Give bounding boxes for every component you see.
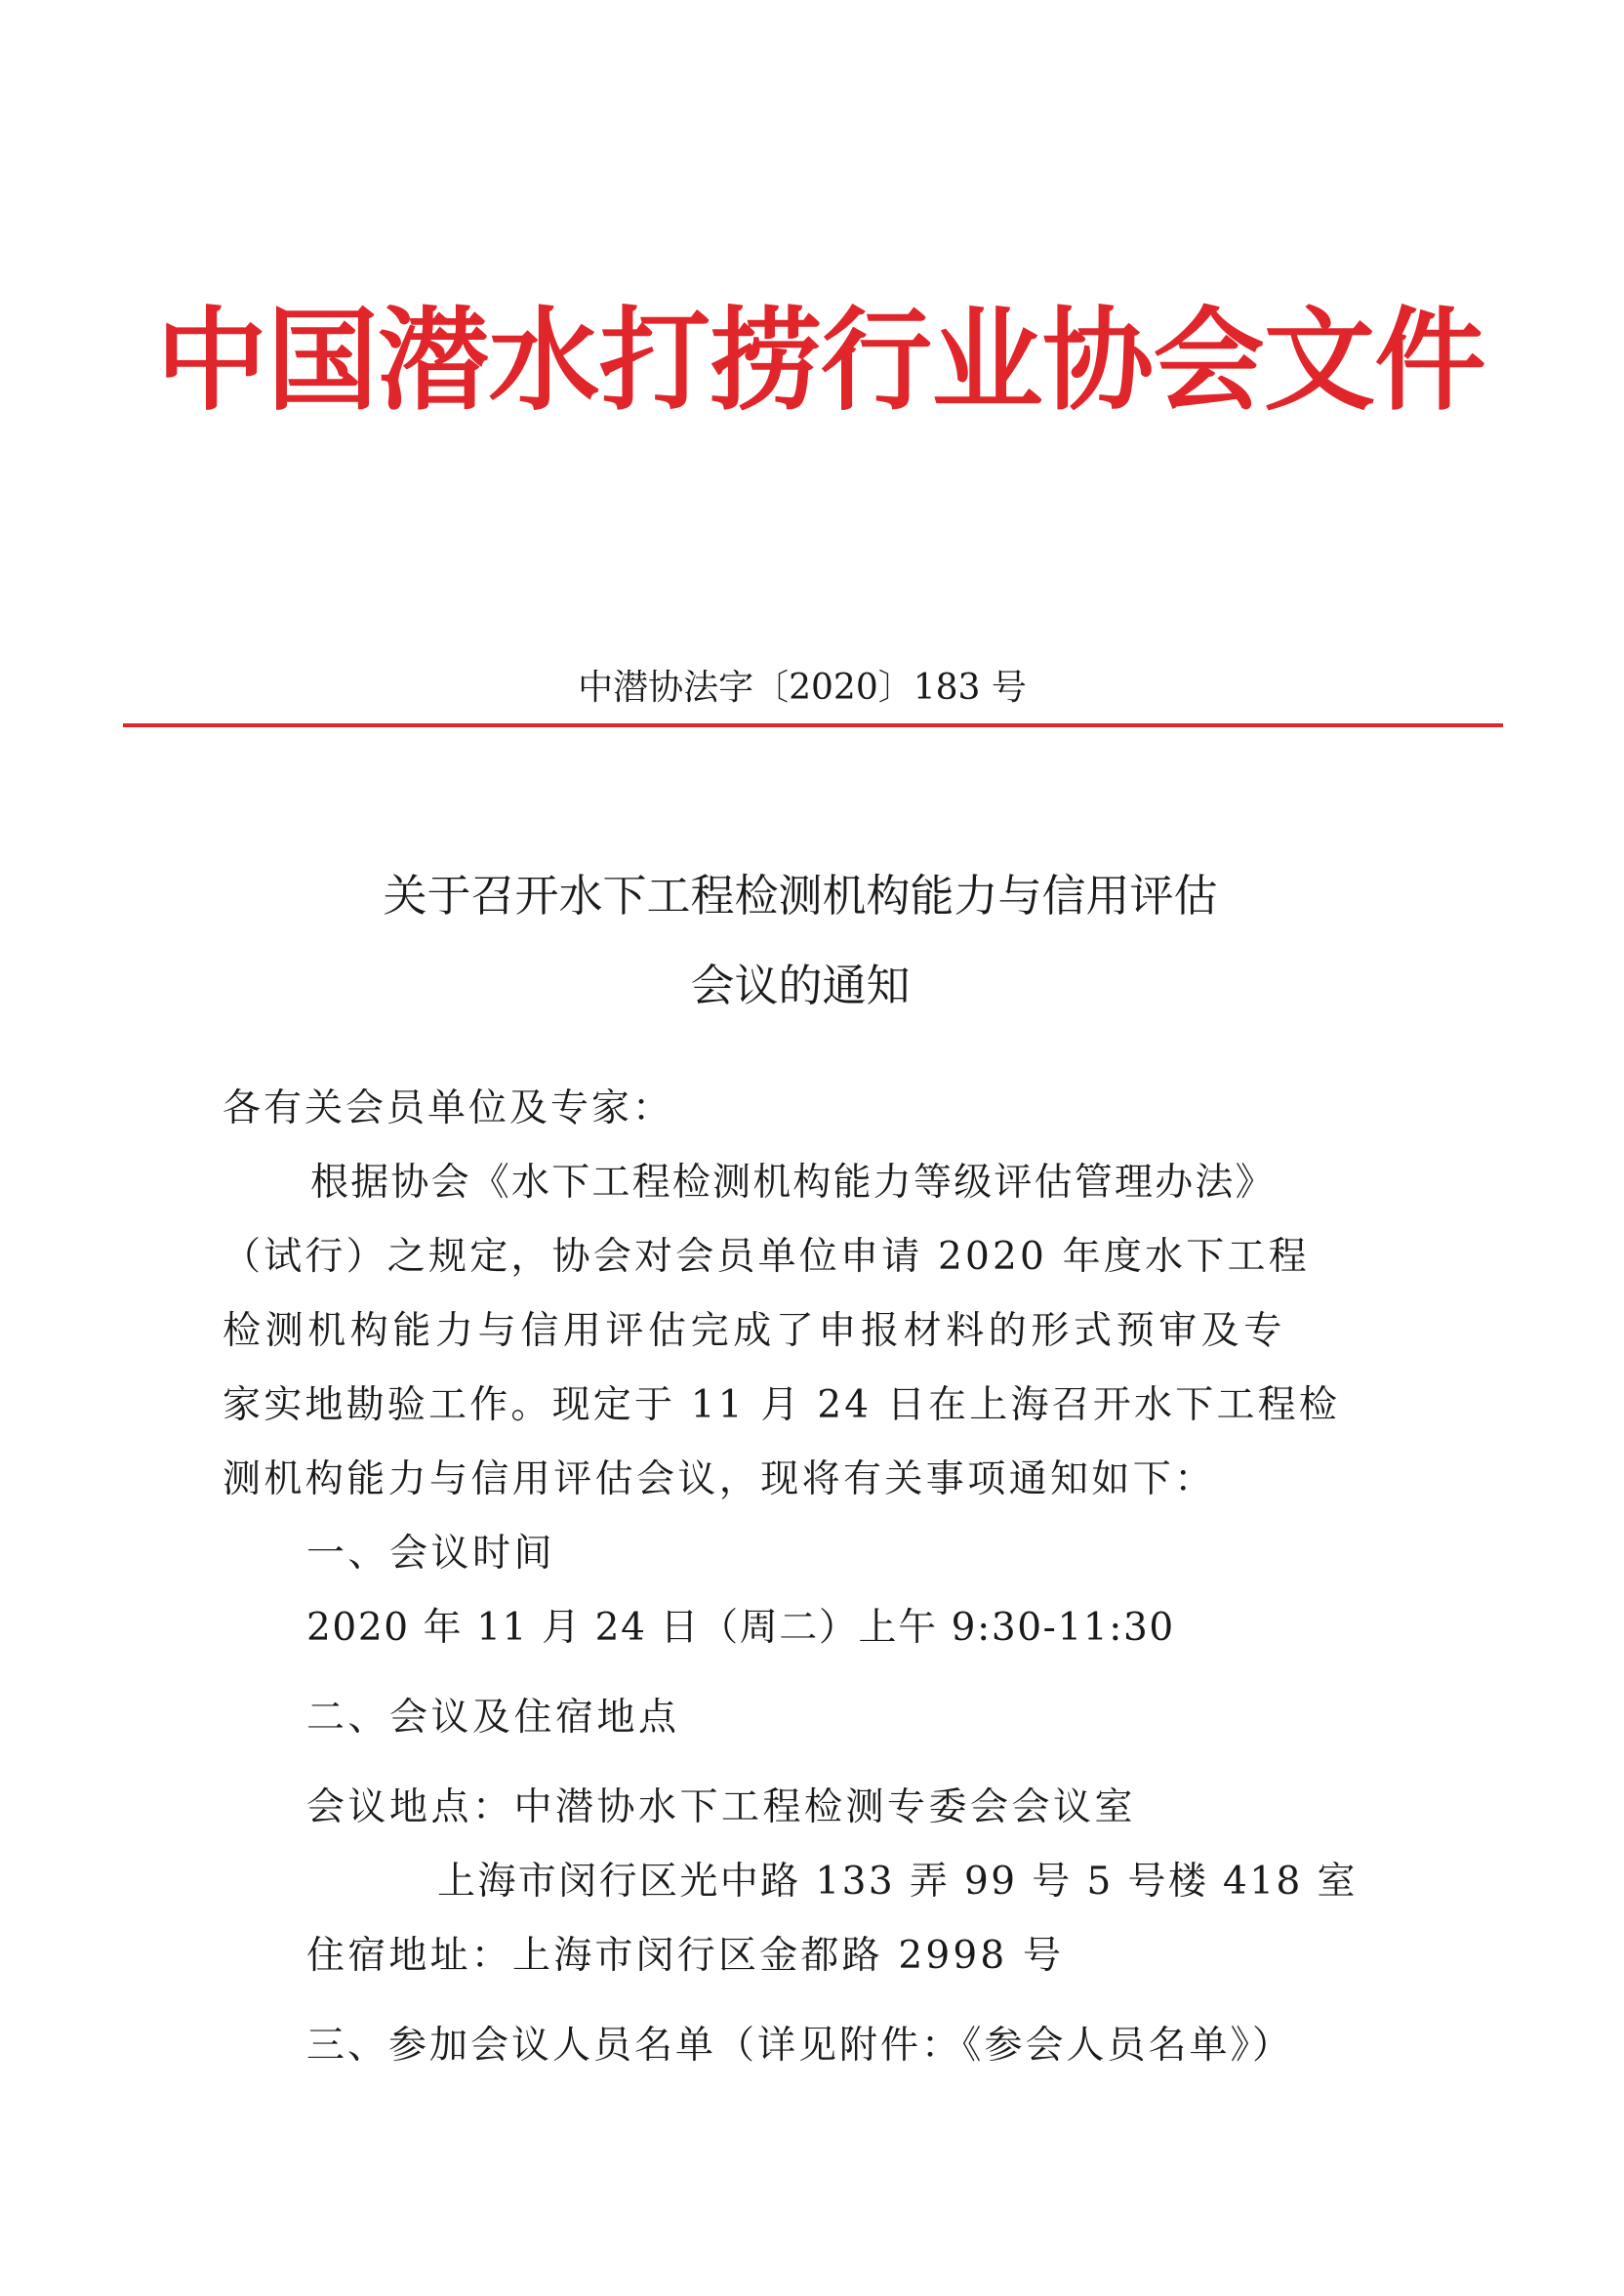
document-masthead: 中国潜水打捞行业协会文件 [156, 296, 1486, 426]
body-line-2: （试行）之规定，协会对会员单位申请 2020 年度水下工程 [223, 1235, 1310, 1279]
hotel-address: 住宿地址：上海市闵行区金都路 2998 号 [306, 1934, 1065, 1978]
document-title [0, 851, 1624, 1031]
section-3-heading: 三、参加会议人员名单（详见附件：《参会人员名单》） [306, 2024, 1294, 2068]
title-line-2: 会议的通知 [690, 960, 911, 1011]
salutation: 各有关会员单位及专家： [223, 1086, 674, 1130]
document-number [0, 664, 1624, 713]
masthead-divider [123, 723, 1503, 727]
section-1-content: 2020 年 11 月 24 日（周二）上午 9:30-11:30 [306, 1606, 1175, 1650]
meeting-venue-address: 上海市闵行区光中路 133 弄 99 号 5 号楼 418 室 [437, 1860, 1358, 1904]
document-number-text: 中潜协法字〔2020〕183 号 [578, 668, 1027, 708]
body-line-5: 测机构能力与信用评估会议，现将有关事项通知如下： [223, 1457, 1216, 1501]
body-line-1: 根据协会《水下工程检测机构能力等级评估管理办法》 [310, 1161, 1276, 1205]
title-line-1: 关于召开水下工程检测机构能力与信用评估 [383, 870, 1218, 922]
body-line-4: 家实地勘验工作。现定于 11 月 24 日在上海召开水下工程检 [223, 1383, 1341, 1427]
meeting-venue: 会议地点：中潜协水下工程检测专委会会议室 [306, 1785, 1137, 1829]
section-2-heading: 二、会议及住宿地点 [306, 1696, 680, 1740]
body-line-3: 检测机构能力与信用评估完成了申报材料的形式预审及专 [223, 1309, 1287, 1353]
section-1-heading: 一、会议时间 [306, 1532, 556, 1576]
